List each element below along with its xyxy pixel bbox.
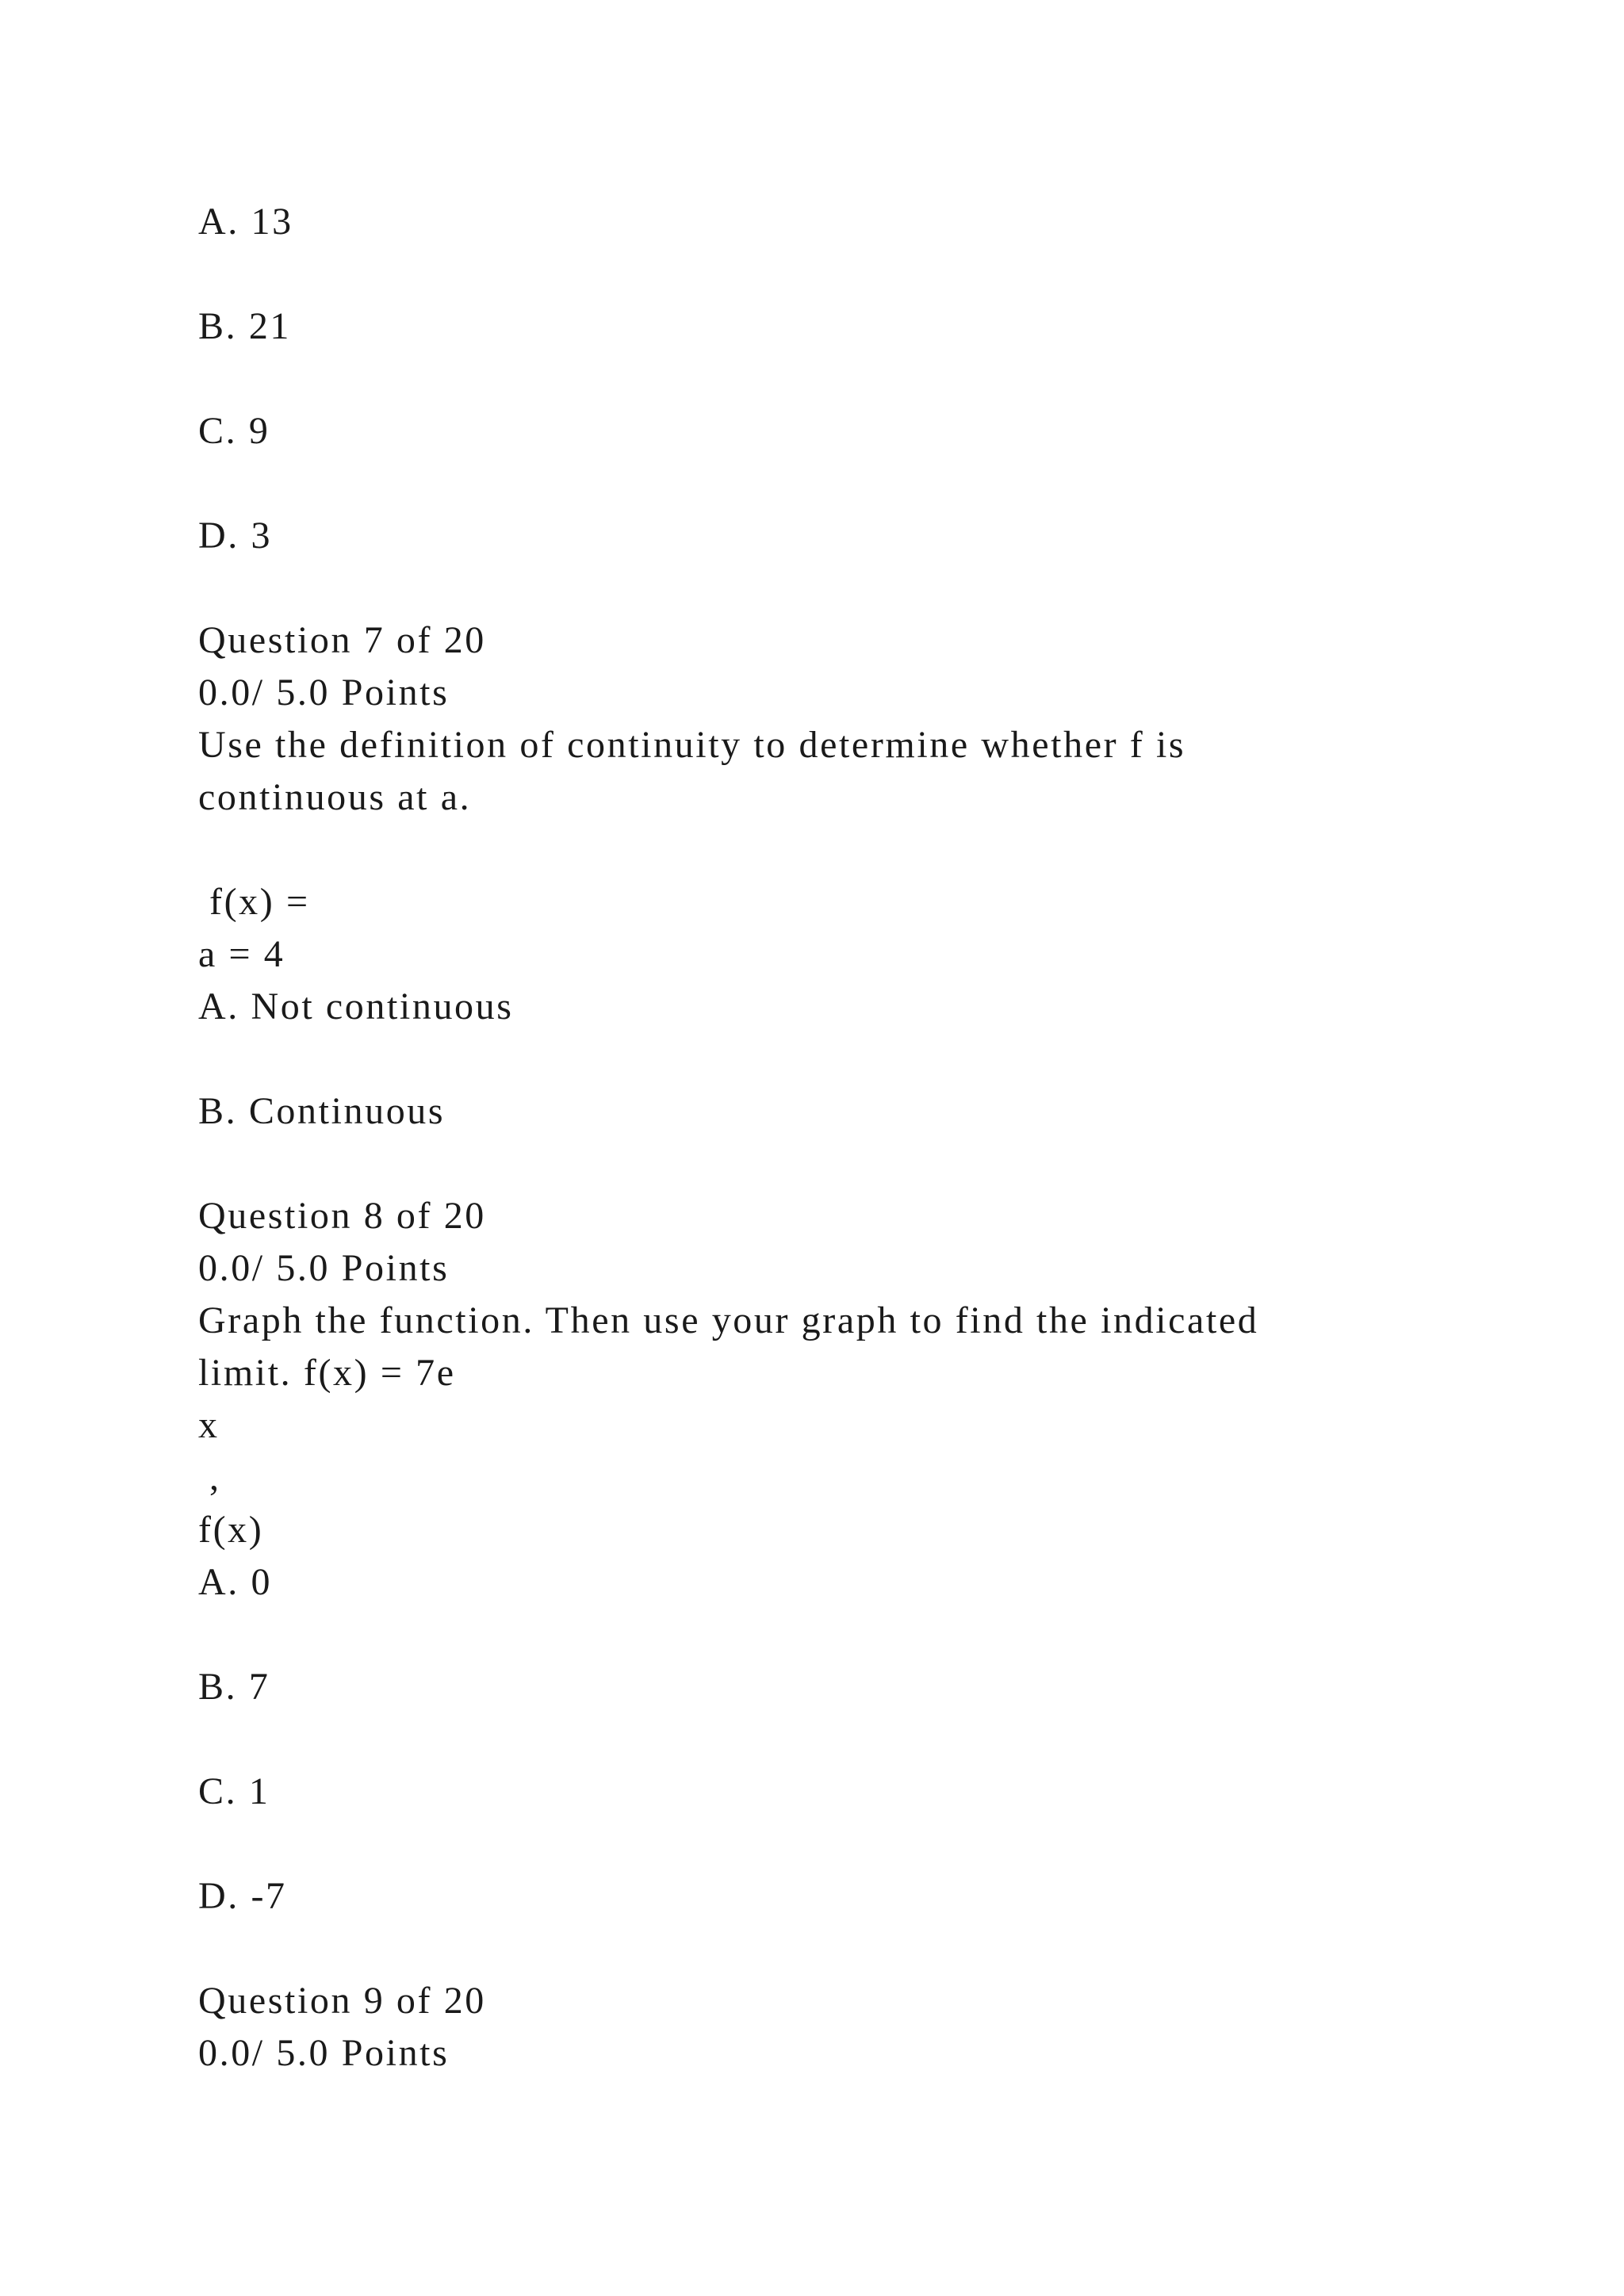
question-7-function: f(x) = — [209, 881, 310, 923]
question-9-points: 0.0/ 5.0 Points — [198, 2032, 450, 2074]
option-d: D. 3 — [198, 515, 273, 557]
question-7-option-a: A. Not continuous — [198, 985, 514, 1027]
question-9-header: Question 9 of 20 — [198, 1980, 486, 2022]
question-7-option-b: B. Continuous — [198, 1090, 446, 1132]
option-b: B. 21 — [198, 305, 292, 347]
question-8-limit-expression: f(x) — [198, 1509, 264, 1551]
option-a: A. 13 — [198, 201, 293, 243]
option-c: C. 9 — [198, 410, 270, 452]
question-8-header: Question 8 of 20 — [198, 1195, 486, 1237]
question-8-separator: , — [209, 1456, 221, 1498]
question-8-option-a: A. 0 — [198, 1561, 273, 1603]
question-7-header: Question 7 of 20 — [198, 619, 486, 661]
question-8-points: 0.0/ 5.0 Points — [198, 1247, 450, 1289]
question-7-point: a = 4 — [198, 933, 285, 975]
question-8-option-c: C. 1 — [198, 1770, 270, 1812]
question-7-points: 0.0/ 5.0 Points — [198, 672, 450, 714]
question-8-option-b: B. 7 — [198, 1666, 270, 1708]
question-8-option-d: D. -7 — [198, 1875, 287, 1917]
question-8-exponent: x — [198, 1404, 220, 1446]
question-8-prompt-line-1: Graph the function. Then use your graph to find the indicated — [198, 1299, 1259, 1341]
question-7-prompt-line-2: continuous at a. — [198, 776, 472, 818]
question-8-prompt-line-2: limit. f(x) = 7e — [198, 1352, 456, 1394]
question-7-prompt-line-1: Use the definition of continuity to determine whether f is — [198, 724, 1186, 766]
